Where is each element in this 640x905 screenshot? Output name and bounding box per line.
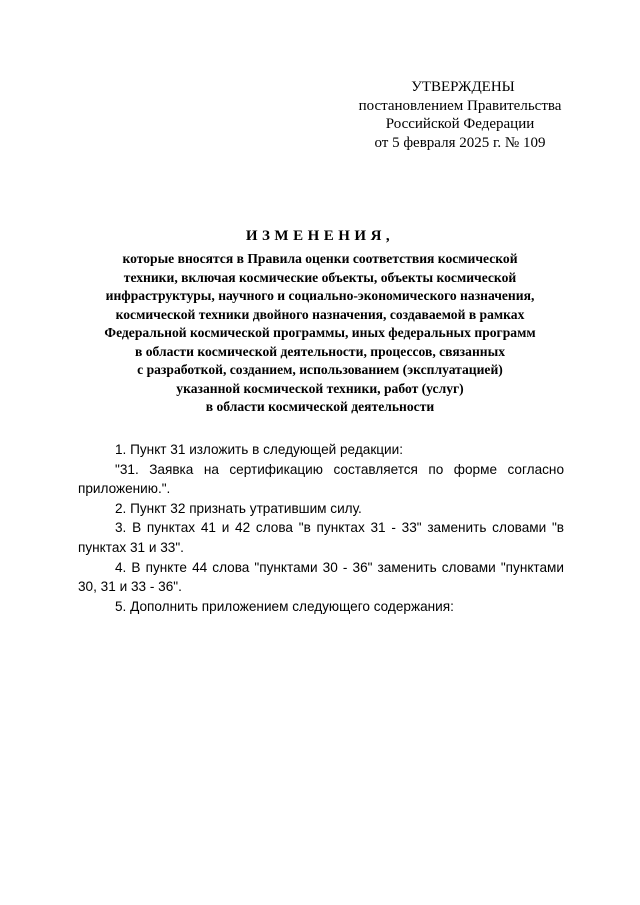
amendments-list xyxy=(78,440,564,616)
amendment-item: 4. В пункте 44 слова "пунктами 30 - 36" заменить словами "пунктами 30, 31 и 33 - 36". xyxy=(78,559,564,595)
amendment-item: "31. Заявка на сертификацию составляется по форме согласно приложению.". xyxy=(78,461,564,497)
amendment-item: 1. Пункт 31 изложить в следующей редакции: xyxy=(115,442,404,457)
subtitle-line: Федеральной космической программы, иных федеральных программ xyxy=(104,325,536,340)
subtitle-line: указанной космической техники, работ (услуг) xyxy=(176,380,464,396)
approval-line-3: от 5 февраля 2025 г. № 109 xyxy=(374,134,546,151)
approval-line-2: Российской Федерации xyxy=(385,116,535,132)
subtitle-line: в области космической деятельности, процессов, связанных xyxy=(134,343,506,359)
subtitle-line: которые вносятся в Правила оценки соответствия космической xyxy=(122,251,518,266)
subtitle-line: в области космической деятельности xyxy=(205,399,435,414)
amendment-item: 5. Дополнить приложением следующего содержания: xyxy=(115,598,454,614)
subtitle-line: с разработкой, созданием, использованием (эксплуатацией) xyxy=(137,362,503,377)
amendment-item: 3. В пунктах 41 и 42 слова "в пунктах 31 - 33" заменить словами "в пунктах 31 и 33". xyxy=(78,520,564,555)
amendment-item: 2. Пункт 32 признать утратившим силу. xyxy=(115,500,362,516)
document-title: ИЗМЕНЕНИЯ, xyxy=(245,228,395,244)
subtitle-line: космической техники двойного назначения, создаваемой в рамках xyxy=(115,306,525,322)
subtitle-line: инфраструктуры, научного и социально-экономического назначения, xyxy=(105,288,535,303)
subtitle-line: техники, включая космические объекты, объекты космической xyxy=(123,269,517,285)
approval-heading: УТВЕРЖДЕНЫ xyxy=(411,79,515,95)
approval-line-1: постановлением Правительства xyxy=(358,97,562,114)
document-subtitle xyxy=(70,250,570,417)
approval-block xyxy=(340,78,580,152)
